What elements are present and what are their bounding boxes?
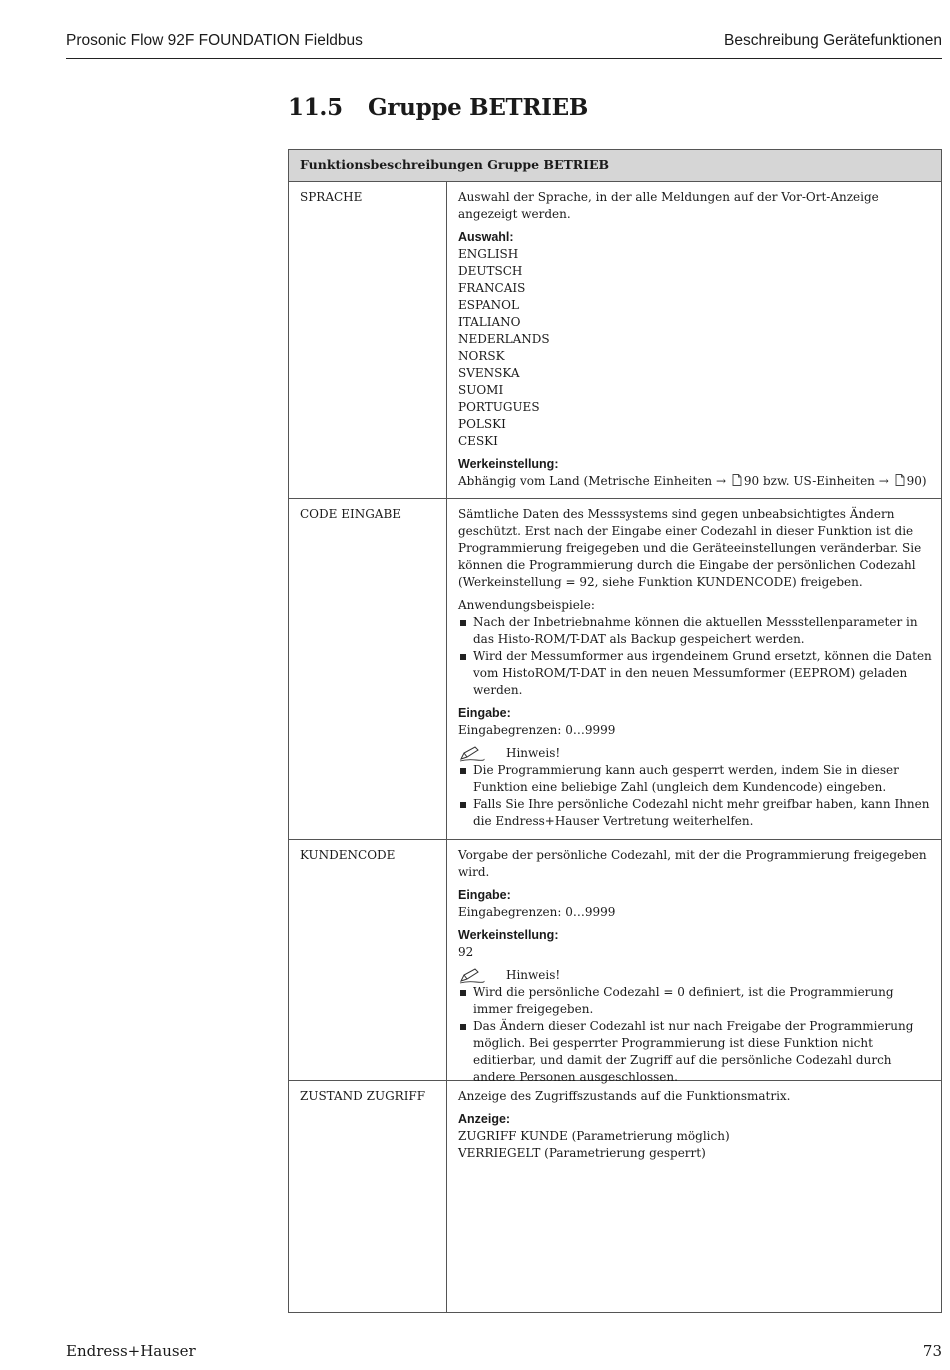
intro-text: Vorgabe der persönliche Codezahl, mit der die Programmierung freigegeben wird.	[458, 848, 927, 879]
notes-list	[458, 762, 933, 830]
input-value: Eingabegrenzen: 0…9999	[458, 723, 616, 737]
input-value: Eingabegrenzen: 0…9999	[458, 905, 616, 919]
list-item: PORTUGUES	[458, 400, 540, 414]
list-item: SUOMI	[458, 383, 504, 397]
choice-list	[458, 246, 933, 450]
list-item: ZUGRIFF KUNDE (Parametrierung möglich)	[458, 1129, 730, 1143]
function-description	[448, 840, 941, 1092]
display-values	[458, 1128, 933, 1162]
header-chapter: Beschreibung Gerätefunktionen	[723, 32, 942, 49]
default-text-c: 90)	[906, 474, 927, 488]
choice-label: Auswahl:	[458, 230, 514, 244]
intro-text: Anzeige des Zugriffszustands auf die Funktionsmatrix.	[458, 1089, 791, 1103]
list-item: CESKI	[458, 434, 498, 448]
pencil-note-icon	[458, 745, 506, 762]
note-heading	[458, 967, 933, 984]
input-label: Eingabe:	[458, 706, 511, 720]
note-label: Hinweis!	[506, 968, 561, 982]
list-item: ITALIANO	[458, 315, 521, 329]
default-label: Werkeinstellung:	[458, 457, 559, 471]
list-item: Wird die persönliche Codezahl = 0 definiert, ist die Programmierung immer freigegeben.	[458, 984, 933, 1018]
note-heading	[458, 745, 933, 762]
header-product: Prosonic Flow 92F FOUNDATION Fieldbus	[66, 32, 363, 49]
section-title	[288, 94, 588, 121]
list-item: NORSK	[458, 349, 505, 363]
input-label: Eingabe:	[458, 888, 511, 902]
page-number: 73	[922, 1342, 942, 1360]
list-item: ENGLISH	[458, 247, 519, 261]
list-item: ESPANOL	[458, 298, 519, 312]
function-name: KUNDENCODE	[289, 840, 447, 1080]
function-name: SPRACHE	[289, 182, 447, 498]
table-row-sprache	[289, 182, 941, 499]
list-item: Das Ändern dieser Codezahl ist nur nach Freigabe der Programmierung möglich. Bei gesperrter Programmierung ist diese Funktion nicht editierbar, und damit der Zugriff auf die persönliche Codezahl durch andere Personen ausgeschlossen.	[458, 1018, 933, 1086]
section-heading: Gruppe BETRIEB	[368, 94, 589, 121]
page-ref-icon	[732, 474, 742, 486]
list-item: Nach der Inbetriebnahme können die aktuellen Messstellenparameter in das Histo-ROM/T-DAT als Backup gespeichert werden.	[458, 614, 933, 648]
table-heading: Funktionsbeschreibungen Gruppe BETRIEB	[289, 150, 941, 182]
footer-company: Endress+Hauser	[66, 1342, 196, 1360]
page-header	[66, 32, 942, 59]
list-item: Falls Sie Ihre persönliche Codezahl nicht mehr greifbar haben, kann Ihnen die Endress+Hauser Vertretung weiterhelfen.	[458, 796, 933, 830]
list-item: NEDERLANDS	[458, 332, 550, 346]
default-value	[458, 473, 933, 490]
section-number: 11.5	[288, 94, 343, 121]
notes-list	[458, 984, 933, 1086]
table-row-code-eingabe	[289, 499, 941, 840]
page-ref-icon	[895, 474, 905, 486]
list-item: POLSKI	[458, 417, 506, 431]
list-item: SVENSKA	[458, 366, 520, 380]
function-table	[288, 149, 942, 1313]
default-text-a: Abhängig vom Land (Metrische Einheiten →	[458, 474, 727, 488]
function-description	[448, 182, 941, 490]
function-description	[448, 1081, 941, 1162]
display-label: Anzeige:	[458, 1112, 511, 1126]
intro-text: Auswahl der Sprache, in der alle Meldungen auf der Vor-Ort-Anzeige angezeigt werden.	[458, 190, 879, 221]
function-name: ZUSTAND ZUGRIFF	[289, 1081, 447, 1312]
intro-text: Sämtliche Daten des Messsystems sind gegen unbeabsichtigtes Ändern geschützt. Erst nach der Eingabe einer Codezahl in dieser Funktion ist die Programmierung freigegeben und die Geräteeinstellungen veränderbar. Sie können die Programmierung durch die Eingabe der persönlichen Codezahl (Werkeinstellung = 92, siehe Funktion KUNDENCODE) freigeben.	[458, 507, 922, 589]
pencil-note-icon	[458, 967, 506, 984]
function-description	[448, 499, 941, 836]
list-item: DEUTSCH	[458, 264, 523, 278]
table-row-zustand-zugriff	[289, 1081, 941, 1312]
list-item: Die Programmierung kann auch gesperrt werden, indem Sie in dieser Funktion eine beliebige Zahl (ungleich dem Kundencode) eingeben.	[458, 762, 933, 796]
list-item: FRANCAIS	[458, 281, 526, 295]
list-item: Wird der Messumformer aus irgendeinem Grund ersetzt, können die Daten vom HistoROM/T-DAT in den neuen Messumformer (EEPROM) geladen werden.	[458, 648, 933, 699]
examples-label: Anwendungsbeispiele:	[458, 598, 595, 612]
default-value: 92	[458, 945, 474, 959]
note-label: Hinweis!	[506, 746, 561, 760]
default-text-b: 90 bzw. US-Einheiten →	[743, 474, 889, 488]
default-label: Werkeinstellung:	[458, 928, 559, 942]
table-row-kundencode	[289, 840, 941, 1084]
function-name: CODE EINGABE	[289, 499, 447, 839]
examples-list	[458, 614, 933, 699]
list-item: VERRIEGELT (Parametrierung gesperrt)	[458, 1146, 706, 1160]
